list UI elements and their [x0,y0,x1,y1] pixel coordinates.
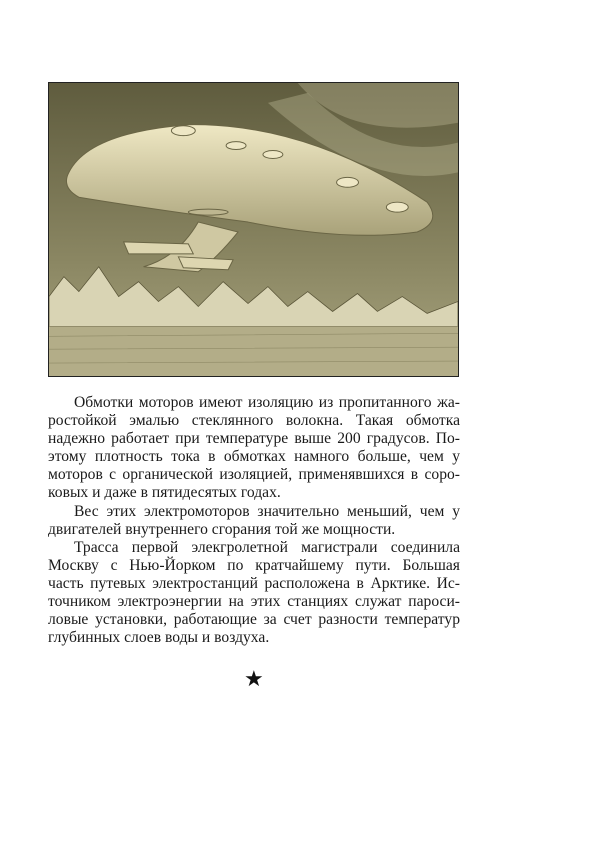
text-line: надежно работает при температуре выше 200 градусов. По- [48,430,460,448]
text-line: часть путевых электростанций расположена в Арктике. Ис- [48,574,460,592]
text-line: Москву с Нью-Йорком по кратчайшему пути. Большая [48,556,460,574]
text-line: Обмотки моторов имеют изоляцию из пропитанного жа- [74,394,460,411]
text-line: этому плотность тока в обмотках намного больше, чем у [48,448,460,466]
text-line: точником электроэнергии на этих станциях служат пароси- [48,593,460,611]
text-line: Вес этих электромоторов значительно меньший, чем у [74,502,460,520]
paragraph-2 [48,503,460,539]
body-text [48,394,460,647]
text-line: Трасса первой элекгролетной магистрали соединила [74,538,460,556]
text-line: ковых и даже в пятидесятых годах. [48,484,281,502]
illustration-electroplane [48,82,459,377]
paragraph-3 [48,539,460,648]
text-line: моторов с органической изоляцией, применявшихся в соро- [48,466,460,484]
text-line: двигателей внутреннего сгорания той же мощности. [48,520,396,538]
text-line: глубинных слоев воды и воздуха. [48,629,270,647]
text-line: ловые установки, работающие за счет разности температур [48,611,460,629]
text-line: ростойкой эмалью стеклянного волокна. Такая обмотка [48,412,460,430]
paragraph-1 [48,394,460,503]
star-separator-icon: ★ [244,666,264,691]
illustration-image [49,83,458,376]
